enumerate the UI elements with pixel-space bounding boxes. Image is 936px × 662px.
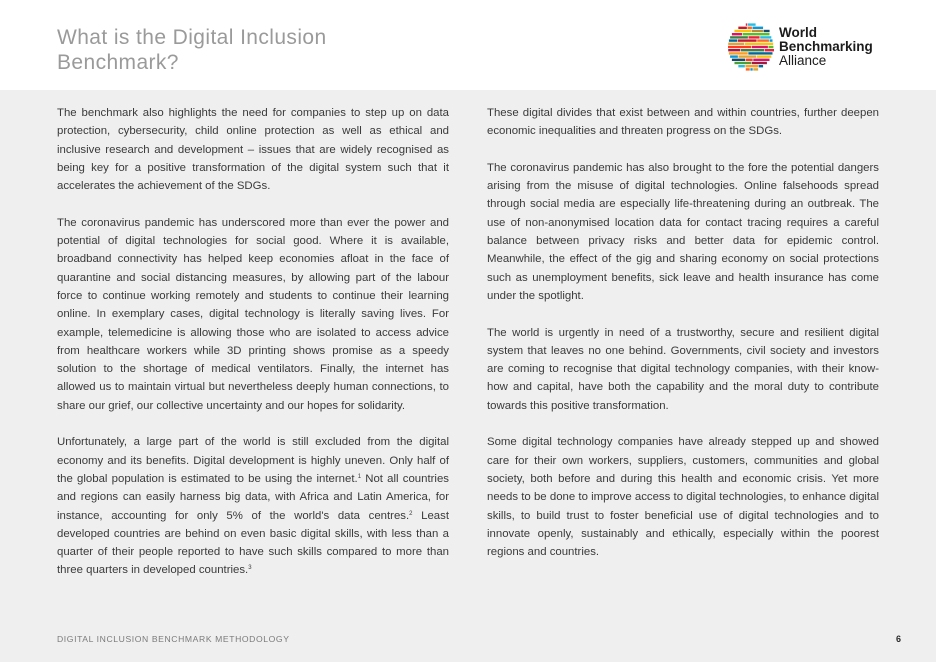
logo-stripe xyxy=(745,65,758,67)
logo-stripe xyxy=(729,39,737,41)
logo-stripe xyxy=(738,55,756,57)
logo-stripe xyxy=(753,59,769,61)
paragraph: The coronavirus pandemic has underscored more than ever the power and potential of digital technologies for social good. Where it is available, broadband connectivity has helped keep economies afloat in the face of quarantine and social distancing measures, by allowing part of the labour force to continue working remotely and students to continue their learning online. In exemplary cases, digital technology is literally saving lives. For example, telemedicine is allowing those who are isolated to access advice from healthcare workers while 3D printing shows promise as a speedy solution to the shortage of medical ventilators. Finally, the internet has allowed us to maintain virtual but nevertheless deeply human connections, to share our grief, our collective uncertainty and our hopes for solidarity. xyxy=(57,216,449,412)
logo-line-2: Benchmarking xyxy=(779,39,873,54)
page-title: What is the Digital Inclusion Benchmark? xyxy=(57,26,327,74)
wba-logo xyxy=(728,23,898,71)
logo-stripe xyxy=(747,27,751,29)
logo-stripe xyxy=(730,55,738,57)
page-number: 6 xyxy=(895,634,901,644)
logo-stripe xyxy=(746,23,747,25)
left-column xyxy=(57,104,449,598)
text-segment: Unfortunately, a large part of the world is still excluded from the digital economy and its benefits. Digital development is highly uneven. Only half of the global population is estimated to be using the internet. xyxy=(57,436,449,485)
logo-stripe xyxy=(729,52,748,54)
logo-stripe xyxy=(760,36,771,38)
logo-stripe xyxy=(738,39,757,41)
logo-stripe xyxy=(732,59,745,61)
logo-stripe xyxy=(728,46,751,48)
logo-stripe xyxy=(746,59,753,61)
page-header xyxy=(0,0,936,90)
logo-stripe xyxy=(768,46,773,48)
logo-stripe xyxy=(752,30,763,32)
logo-line-1: World xyxy=(779,25,817,40)
paragraph xyxy=(57,433,449,579)
logo-stripe xyxy=(745,43,774,45)
logo-stripe xyxy=(750,68,752,70)
logo-stripe xyxy=(743,33,770,35)
right-column xyxy=(487,104,879,580)
logo-stripe xyxy=(734,62,751,64)
logo-stripe xyxy=(765,49,774,51)
paragraph: Some digital technology companies have already stepped up and showed care for their own workers, suppliers, customers, communities and global society, both before and during this health and economic crisis. Yet more needs to be done to improve access to digital technologies, to enhance digital skills, to build trust to foster beneficial use of digital technologies and to innovate openly, sustainably and ethically, especially within the poorest regions and countries. xyxy=(487,436,879,559)
logo-stripe xyxy=(732,33,742,35)
logo-wordmark xyxy=(779,26,873,68)
logo-stripe xyxy=(759,65,763,67)
paragraph: The world is urgently in need of a trustworthy, secure and resilient digital system that leaves no one behind. Governments, civil society and investors are coming to recognise that digital technology companies, with their know-how and capital, have both the capability and the moral duty to contribute towards this positive transformation. xyxy=(487,326,879,412)
paragraph: These digital divides that exist between and within countries, further deepen economic inequalities and threaten progress on the SDGs. xyxy=(487,107,879,138)
logo-stripe xyxy=(728,49,740,51)
text-segment: Not all countries and regions can easily harness big data, with Africa and Latin America, for instance, accounting for only 5% of the world's data centres. xyxy=(57,472,449,522)
logo-stripe xyxy=(730,36,748,38)
logo-stripe xyxy=(752,46,768,48)
logo-stripe xyxy=(752,62,767,64)
logo-stripe xyxy=(728,43,744,45)
wba-logo-icon xyxy=(728,23,774,71)
logo-stripe xyxy=(753,27,764,29)
text-segment: Least developed countries are behind on even basic digital skills, with less than a quarter of their people reported to have such skills compared to more than three quarters in developed countries. xyxy=(57,509,449,577)
logo-stripe xyxy=(746,68,750,70)
logo-stripe xyxy=(748,36,759,38)
logo-stripe xyxy=(764,30,770,32)
logo-stripe xyxy=(753,68,758,70)
paragraph: The benchmark also highlights the need for companies to step up on data protection, cybersecurity, child online protection as well as ethical and inclusive research and development – issues that are widely recognised as being key for a positive transformation of the digital system such that it accelerates the achievement of the SDGs. xyxy=(57,107,449,193)
footnote-ref-1: 1 xyxy=(357,473,362,480)
logo-stripe xyxy=(738,65,744,67)
footnote-ref-3: 3 xyxy=(248,565,252,572)
logo-stripe xyxy=(748,23,756,25)
paragraph: The coronavirus pandemic has also brought to the fore the potential dangers arising from the misuse of digital technologies. Online falsehoods spread through social media are especially life-threatening during an outbreak. The use of non-anonymised location data for contact tracing requires a careful balance between privacy risks and better data for epidemic control. Meanwhile, the effect of the gig and sharing economy on social protections such as unemployment benefits, sick leave and health insurance has come under the spotlight. xyxy=(487,161,879,302)
logo-stripe xyxy=(734,30,751,32)
logo-stripe xyxy=(741,49,764,51)
logo-stripe xyxy=(748,52,772,54)
logo-stripe xyxy=(770,39,773,41)
logo-stripe xyxy=(757,39,769,41)
footnote-ref-2: 2 xyxy=(409,510,413,517)
logo-stripe xyxy=(757,55,771,57)
footer-label: DIGITAL INCLUSION BENCHMARK METHODOLOGY xyxy=(57,634,290,644)
logo-line-3: Alliance xyxy=(779,53,827,68)
logo-stripe xyxy=(738,27,747,29)
